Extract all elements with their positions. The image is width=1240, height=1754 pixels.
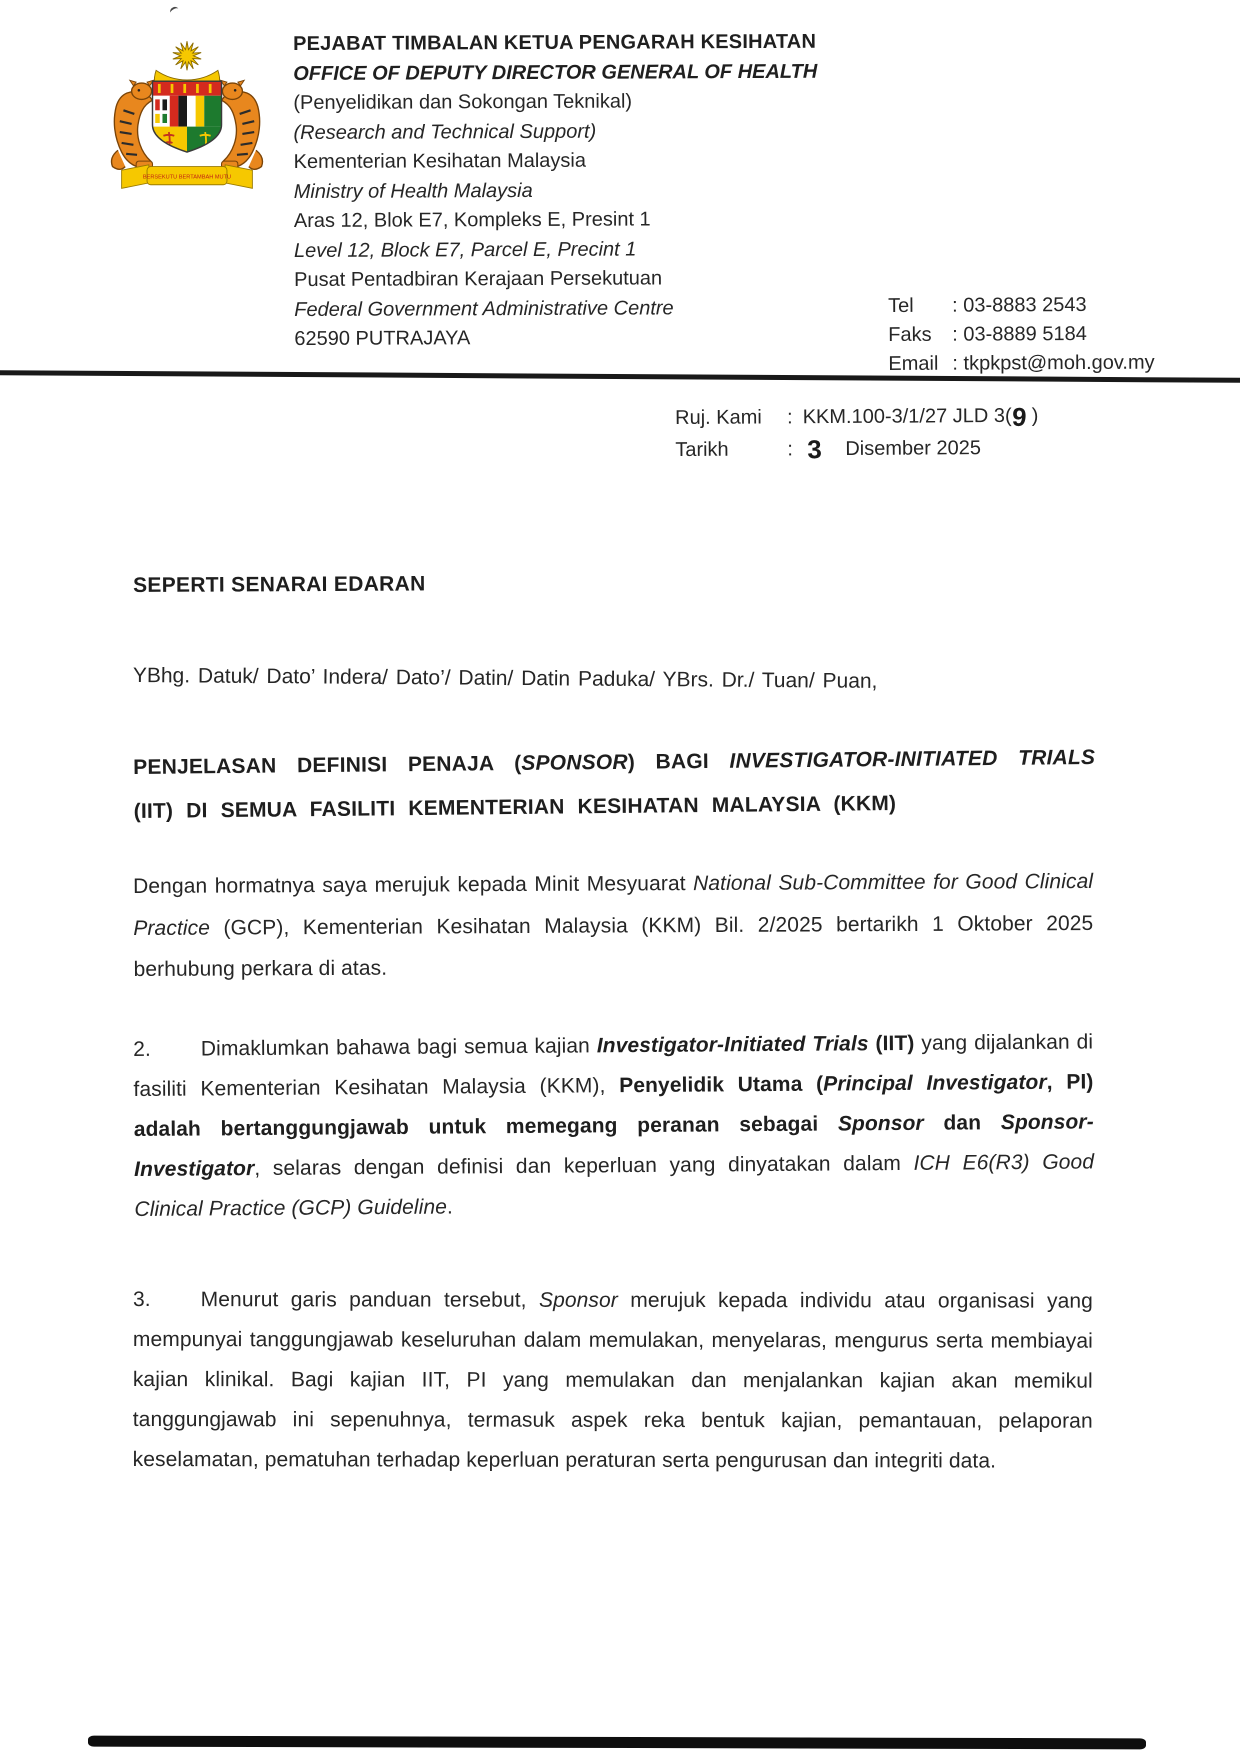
contact-value: : tkpkpst@moh.gov.my [952,351,1155,375]
handwritten-day-digit: 3 [806,433,822,465]
text-segment: ICH E6(R3) Good Clinical Practice (GCP) Guideline [134,1150,1095,1221]
paragraph-2 [133,1022,1095,1230]
paragraph-1 [133,861,1094,991]
paragraph-3 [133,1280,1093,1482]
crest-motto: BERSEKUTU BERTAMBAH MUTU [142,174,232,181]
contact-label: Email [888,352,939,375]
date-colon: : [787,438,793,461]
contact-value: : 03-8889 5184 [952,322,1087,346]
recipient-line: SEPERTI SENARAI EDARAN [133,572,426,597]
letterhead-line: (Research and Technical Support) [293,120,597,144]
text-segment: Penyelidik Utama ( [619,1072,824,1098]
handwritten-volume-digit: 9 [1010,401,1028,433]
contact-block [888,291,1155,379]
contact-row [888,320,1154,350]
text-segment: Sponsor-Investigator [134,1110,1094,1181]
letterhead-text [293,28,819,355]
contact-row [888,291,1154,321]
text-segment: (IIT) DI SEMUA FASILITI KEMENTERIAN KESIHATAN MALAYSIA (KKM) [133,792,897,823]
reference-label: Ruj. Kami [675,406,762,429]
text-segment: National Sub-Committee for Good Clinical Practice [133,869,1094,940]
text-segment: , selaras dengan definisi dan keperluan yang dinyatakan dalam [254,1151,914,1181]
date-value: Disember 2025 [845,437,982,460]
text-segment: , PI) adalah bertanggungjawab untuk memegang peranan sebagai [133,1070,1094,1141]
letterhead-line: Pusat Pentadbiran Kerajaan Persekutuan [294,267,663,291]
text-segment: merujuk kepada individu atau organisasi yang mempunyai tanggungjawab keseluruhan dalam memulakan, menyelaras, mengurus serta membiayai kajian klinikal. Bagi kajian IIT, PI yang memulakan dan menjalankan kajian akan memikul tanggungjawab ini sepenuhnya, termasuk aspek reka bentuk kajian, pemantauan, pelaporan keselamatan, pematuhan terhadap keperluan peraturan serta pengurusan dan integriti data. [132,1288,1094,1473]
text-segment: yang dijalankan di fasiliti Kementerian Kesihatan Malaysia (KKM), [133,1030,1094,1101]
text-segment: Sponsor [538,1288,618,1312]
letterhead-line: Kementerian Kesihatan Malaysia [293,149,587,173]
reference-number-close: ) [1026,404,1039,427]
letterhead-line: Ministry of Health Malaysia [293,179,533,203]
text-segment: Dimaklumkan bahawa bagi semua kajian [200,1034,597,1061]
text-segment: Sponsor [837,1111,924,1136]
letterhead-line: (Penyelidikan dan Sokongan Teknikal) [293,90,633,114]
letterhead-line: Level 12, Block E7, Parcel E, Precint 1 [293,238,637,262]
scan-artifact [169,5,181,16]
scan-edge-artifact [88,1736,1146,1750]
subject-line [133,736,1096,834]
text-segment: 3. [132,1288,151,1312]
text-segment: ) BAGI [627,749,730,774]
letterhead-line: OFFICE OF DEPUTY DIRECTOR GENERAL OF HEALTH [293,60,818,85]
text-segment: (GCP), Kementerian Kesihatan Malaysia (KKM) Bil. 2/2025 bertarikh 1 Oktober 2025 berhubung perkara di atas. [133,911,1094,981]
contact-label: Tel [888,294,914,317]
letterhead-line: PEJABAT TIMBALAN KETUA PENGARAH KESIHATAN [293,30,817,55]
reference-number: KKM.100-3/1/27 JLD 3( [802,404,1012,429]
text-segment: INVESTIGATOR-INITIATED TRIALS [729,745,1096,773]
letterhead-line: Federal Government Administrative Centre [294,296,674,321]
contact-value: : 03-8883 2543 [952,293,1087,317]
text-segment: (IIT) [868,1031,915,1056]
text-segment: . [446,1195,454,1219]
reference-block [675,400,1039,466]
text-segment: Dengan hormatnya saya merujuk kepada Minit Mesyuarat [133,872,694,898]
text-segment: 2. [133,1037,151,1061]
reference-number-row [675,400,1038,434]
salutation-line: YBhg. Datuk/ Dato’ Indera/ Dato’/ Datin/ Datin Paduka/ YBrs. Dr./ Tuan/ Puan, [132,664,878,693]
contact-row [888,349,1154,379]
text-segment: Investigator-Initiated Trials [596,1032,869,1058]
reference-colon: : [787,406,793,429]
text-segment: SPONSOR [521,750,628,775]
text-segment: dan [923,1111,1001,1135]
text-segment: Principal Investigator [823,1070,1047,1096]
malaysia-coat-of-arms-logo [96,34,278,202]
text-segment: Menurut garis panduan tersebut, [200,1288,540,1312]
letterhead-line: Aras 12, Blok E7, Kompleks E, Presint 1 [293,208,651,232]
date-row [675,432,1038,466]
date-label: Tarikh [675,438,729,461]
contact-label: Faks [888,323,932,346]
text-segment: PENJELASAN DEFINISI PENAJA ( [133,751,522,779]
letterhead-line: 62590 PUTRAJAYA [294,327,471,350]
